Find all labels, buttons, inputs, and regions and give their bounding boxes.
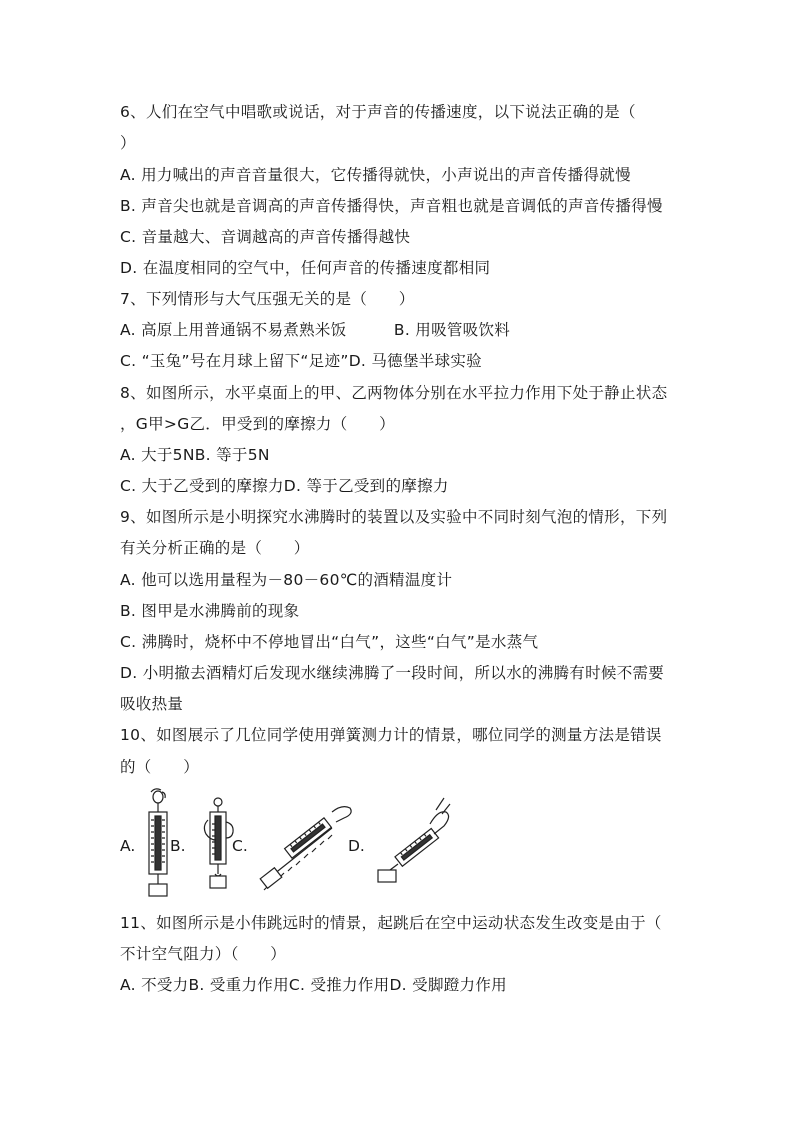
scale-a-icon xyxy=(149,789,167,896)
figure-label-d: D. xyxy=(348,837,365,855)
q10-stem-line2: 的（ ） xyxy=(120,758,200,776)
q6-stem-line1: 6、人们在空气中唱歌或说话，对于声音的传播速度，以下说法正确的是（ xyxy=(120,103,636,121)
figure-label-c: C. xyxy=(232,837,248,855)
spring-scale-figure xyxy=(118,788,458,900)
scale-c-icon xyxy=(260,807,351,890)
figure-label-b: B. xyxy=(170,837,186,855)
q8-stem-line2: ，G甲>G乙．甲受到的摩擦力（ ） xyxy=(120,415,395,433)
q8-options-cd: C. 大于乙受到的摩擦力D. 等于乙受到的摩擦力 xyxy=(120,477,449,495)
q6-option-b: B. 声音尖也就是音调高的声音传播得快，声音粗也就是音调低的声音传播得慢 xyxy=(120,197,663,215)
q9-option-b: B. 图甲是水沸腾前的现象 xyxy=(120,602,300,620)
q6-option-d: D. 在温度相同的空气中，任何声音的传播速度都相同 xyxy=(120,259,491,277)
scale-d-icon xyxy=(378,798,450,882)
q9-option-a: A. 他可以选用量程为－80－60℃的酒精温度计 xyxy=(120,571,453,589)
q6-stem-line2: ） xyxy=(120,134,136,152)
q11-stem-line1: 11、如图所示是小伟跳远时的情景，起跳后在空中运动状态发生改变是由于（ xyxy=(120,914,662,932)
q8-options-ab: A. 大于5NB. 等于5N xyxy=(120,446,270,464)
q7-stem: 7、下列情形与大气压强无关的是（ ） xyxy=(120,290,415,308)
q6-option-c: C. 音量越大、音调越高的声音传播得越快 xyxy=(120,228,411,246)
q7-options-cd: C. “玉兔”号在月球上留下“足迹”D. 马德堡半球实验 xyxy=(120,352,482,370)
figure-label-a: A. xyxy=(120,837,136,855)
q10-stem-line1: 10、如图展示了几位同学使用弹簧测力计的情景，哪位同学的测量方法是错误 xyxy=(120,726,662,744)
q11-stem-line2: 不计空气阻力）（ ） xyxy=(120,945,287,963)
q9-option-c: C. 沸腾时，烧杯中不停地冒出“白气”，这些“白气”是水蒸气 xyxy=(120,633,539,651)
q11-options: A. 不受力B. 受重力作用C. 受推力作用D. 受脚蹬力作用 xyxy=(120,976,507,994)
q7-options-ab: A. 高原上用普通锅不易煮熟米饭 B. 用吸管吸饮料 xyxy=(120,321,511,339)
q9-stem-line2: 有关分析正确的是（ ） xyxy=(120,539,310,557)
q8-stem-line1: 8、如图所示，水平桌面上的甲、乙两物体分别在水平拉力作用下处于静止状态 xyxy=(120,384,668,402)
scale-b-icon xyxy=(204,798,233,888)
q9-stem-line1: 9、如图所示是小明探究水沸腾时的装置以及实验中不同时刻气泡的情形，下列 xyxy=(120,508,668,526)
q6-option-a: A. 用力喊出的声音音量很大，它传播得就快，小声说出的声音传播得就慢 xyxy=(120,166,631,184)
spring-scale-drawings xyxy=(118,788,458,900)
q9-option-d-line2: 吸收热量 xyxy=(120,695,184,713)
q9-option-d-line1: D. 小明撤去酒精灯后发现水继续沸腾了一段时间，所以水的沸腾有时候不需要 xyxy=(120,664,665,682)
